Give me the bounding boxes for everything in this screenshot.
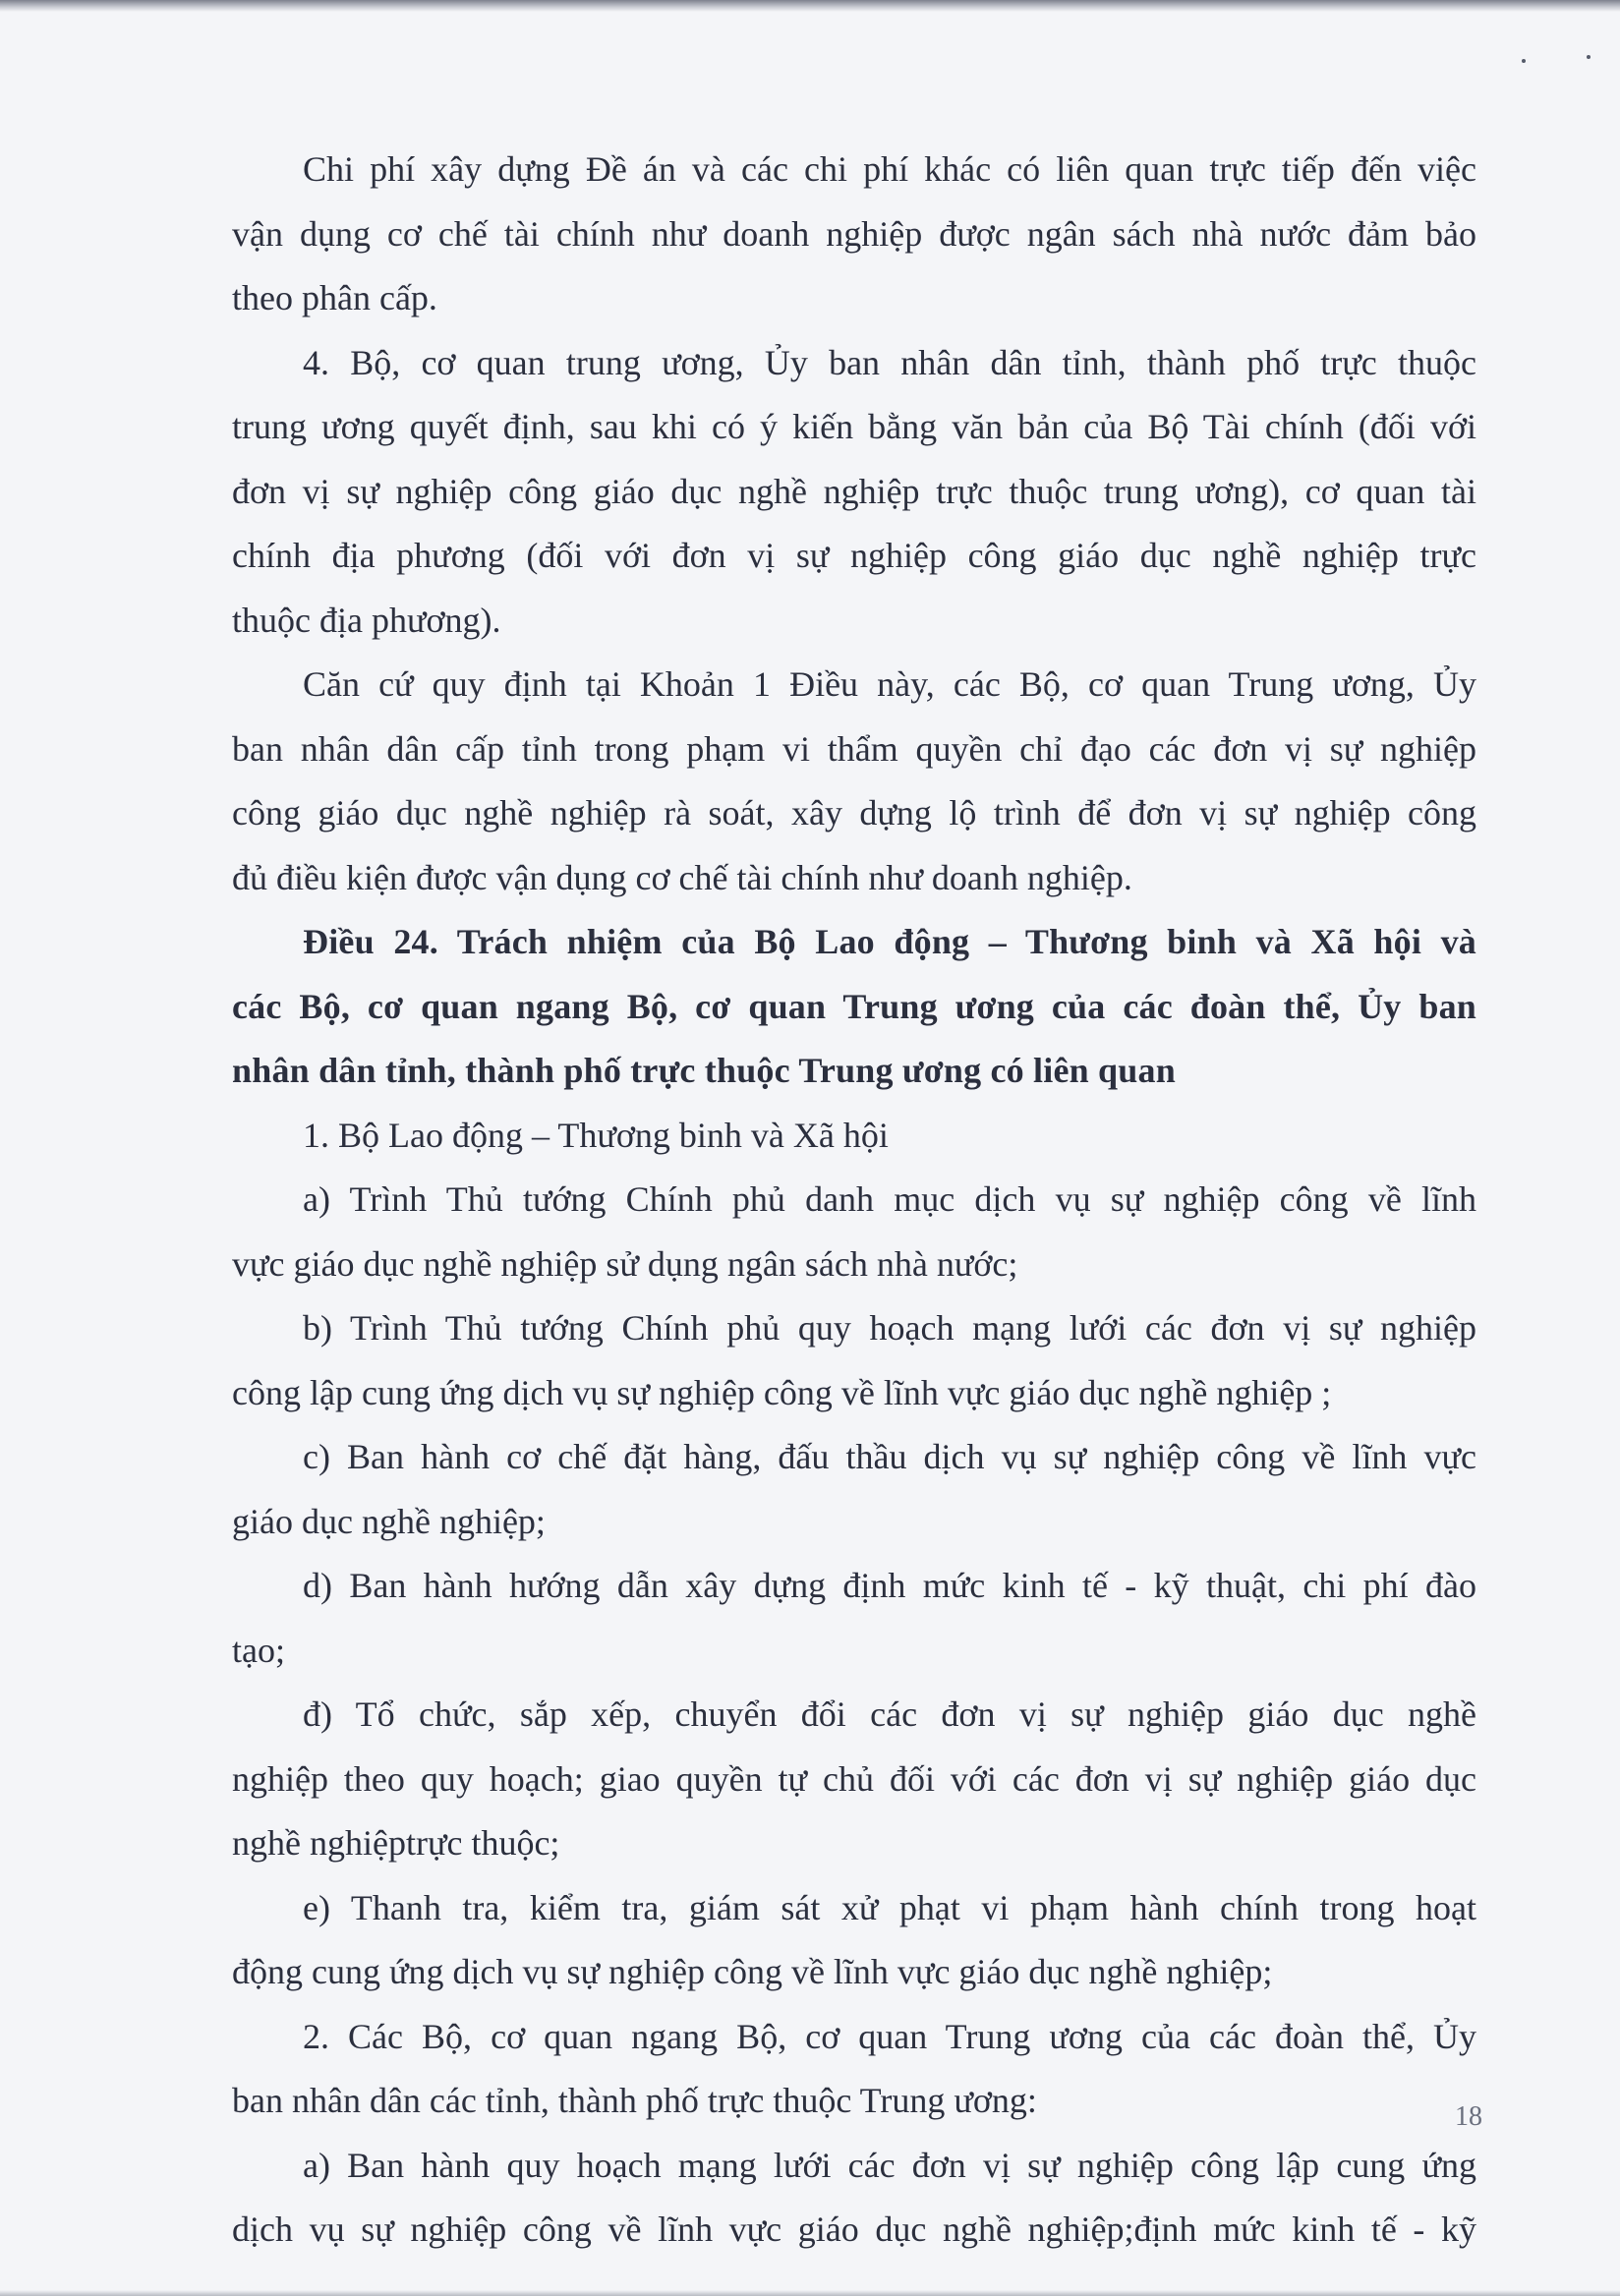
text-line-s1b-l1: b) Trình Thủ tướng Chính phủ quy hoạch mạng lưới các đơn vị sự nghiệp <box>303 1308 1476 1348</box>
text-line-p2-l5: thuộc địa phương). <box>232 600 501 640</box>
text-line-p1-l1: Chi phí xây dựng Đề án và các chi phí khác có liên quan trực tiếp đến việc <box>303 149 1476 189</box>
text-line-s2a-l2: dịch vụ sự nghiệp công về lĩnh vực giáo dục nghề nghiệp;định mức kinh tế - kỹ <box>232 2210 1476 2249</box>
text-line-p1-l3: theo phân cấp. <box>232 278 437 317</box>
document-body <box>232 138 1476 2263</box>
text-line-p3-l3: công giáo dục nghề nghiệp rà soát, xây dựng lộ trình để đơn vị sự nghiệp công <box>232 793 1476 832</box>
text-line-s1e-l2: động cung ứng dịch vụ sự nghiệp công về lĩnh vực giáo dục nghề nghiệp; <box>232 1952 1273 1991</box>
page-number: 18 <box>1455 2101 1482 2132</box>
text-line-p2-l4: chính địa phương (đối với đơn vị sự nghiệp công giáo dục nghề nghiệp trực <box>232 536 1476 575</box>
scan-bottom-edge <box>0 2290 1620 2296</box>
text-line-p3-l4: đủ điều kiện được vận dụng cơ chế tài chính như doanh nghiệp. <box>232 857 1132 897</box>
text-line-a24-l3: nhân dân tỉnh, thành phố trực thuộc Trung ương có liên quan <box>232 1051 1176 1090</box>
text-line-s1c-l2: giáo dục nghề nghiệp; <box>232 1501 546 1541</box>
text-line-s1e-l1: e) Thanh tra, kiểm tra, giám sát xử phạt vi phạm hành chính trong hoạt <box>303 1887 1476 1927</box>
text-line-p1-l2: vận dụng cơ chế tài chính như doanh nghiệp được ngân sách nhà nước đảm bảo <box>232 213 1476 254</box>
text-line-a24-l2: các Bộ, cơ quan ngang Bộ, cơ quan Trung ương của các đoàn thể, Ủy ban <box>232 986 1476 1026</box>
text-line-p3-l2: ban nhân dân cấp tỉnh trong phạm vi thẩm quyền chỉ đạo các đơn vị sự nghiệp <box>232 728 1476 769</box>
text-line-p2-l1: 4. Bộ, cơ quan trung ương, Ủy ban nhân dân tỉnh, thành phố trực thuộc <box>303 342 1476 382</box>
text-line-p3-l1: Căn cứ quy định tại Khoản 1 Điều này, các Bộ, cơ quan Trung ương, Ủy <box>303 664 1476 704</box>
text-line-p2-l3: đơn vị sự nghiệp công giáo dục nghề nghiệp trực thuộc trung ương), cơ quan tài <box>232 471 1476 511</box>
text-line-s1dd-l1: đ) Tổ chức, sắp xếp, chuyển đổi các đơn vị sự nghiệp giáo dục nghề <box>303 1694 1476 1734</box>
text-line-s1d-l2: tạo; <box>232 1630 285 1670</box>
text-line-s1d-l1: d) Ban hành hướng dẫn xây dựng định mức kinh tế - kỹ thuật, chi phí đào <box>303 1566 1476 1605</box>
text-line-s2a-l1: a) Ban hành quy hoạch mạng lưới các đơn vị sự nghiệp công lập cung ứng <box>303 2145 1476 2185</box>
text-line-s1dd-l2: nghiệp theo quy hoạch; giao quyền tự chủ đối với các đơn vị sự nghiệp giáo dục <box>232 1758 1476 1799</box>
scan-speck <box>1587 55 1591 59</box>
text-line-s1dd-l3: nghề nghiệptrực thuộc; <box>232 1823 560 1863</box>
text-line-p2-l2: trung ương quyết định, sau khi có ý kiến bằng văn bản của Bộ Tài chính (đối với <box>232 407 1476 446</box>
scan-top-edge <box>0 0 1620 12</box>
text-line-s1-l1: 1. Bộ Lao động – Thương binh và Xã hội <box>303 1115 889 1155</box>
text-line-s2-l2: ban nhân dân các tỉnh, thành phố trực thuộc Trung ương: <box>232 2081 1037 2120</box>
text-line-s1a-l2: vực giáo dục nghề nghiệp sử dụng ngân sách nhà nước; <box>232 1243 1018 1284</box>
text-line-s2-l1: 2. Các Bộ, cơ quan ngang Bộ, cơ quan Trung ương của các đoàn thể, Ủy <box>303 2016 1476 2056</box>
text-line-s1c-l1: c) Ban hành cơ chế đặt hàng, đấu thầu dịch vụ sự nghiệp công về lĩnh vực <box>303 1437 1476 1476</box>
scan-speck <box>1522 59 1526 63</box>
text-line-s1b-l2: công lập cung ứng dịch vụ sự nghiệp công về lĩnh vực giáo dục nghề nghiệp ; <box>232 1372 1332 1412</box>
text-line-a24-l1: Điều 24. Trách nhiệm của Bộ Lao động – Thương binh và Xã hội và <box>303 922 1476 961</box>
text-line-s1a-l1: a) Trình Thủ tướng Chính phủ danh mục dịch vụ sự nghiệp công về lĩnh <box>303 1179 1476 1219</box>
